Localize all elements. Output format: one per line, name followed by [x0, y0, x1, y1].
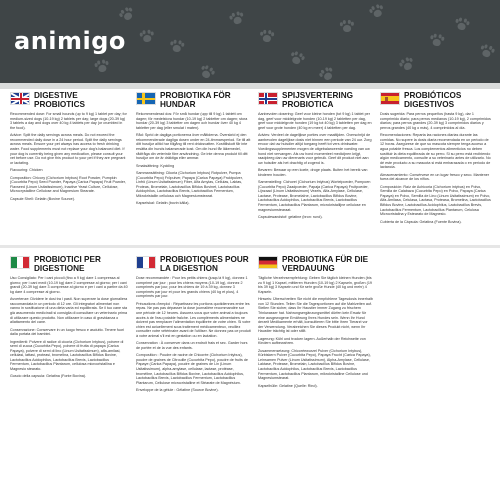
section-paragraph: Flavouring: Chicken [10, 168, 43, 173]
section-de [258, 255, 373, 391]
section-paragraph: Advies: Verdeel de dagelijkse porties over maaltijden. Overschrijd de aanbevolen dagelijkse dosis niet binnen een periode van 24 uur. Zorg ervoor dat uw huisdier altijd toegang heeft tot vers drinkwater. Voedingssupplementen mogen de uitgebalanceerde voeding van uw hond niet vervangen. Als uw hond momenteel medicijnen krijgt, raadpleeg dan uw dierenarts voor gebruik. Geef dit product niet aan uw huisdier als het drachtig of zogend is. [258, 133, 372, 165]
section-paragraph: Recommended dose: For small hounds (up to 9 kg) 1 tablet per day; for medium-sized dogs (10-19 kg) 2 tablets per day; large dogs (20-39 kg) 3 tablets a day and dogs over 40 kg 4 tablets per day (or crumbled in the food). [10, 112, 127, 130]
section-paragraph: Composition : Poudre de racine de Chicorée (Cichorium Intybus), poudre de graines de Citrouille (Cucurbita Pepo), poudre de fruits de Papaye (Carica Papaya), poudre de graines de Lin (Linum Usitatissimum), alpha-amylase, cellulase, lactase, protéase, broméline, Lactobacillus Bifidus Bovine, Lactobacillus Acidophilus, Lactobacillus Brevis, Lactobacillus Fermentum, Lactobacillus Plantarum, Cellulose microcristalline et Stéarate de Magnésium. [136, 353, 248, 385]
section-paragraph: Tägliche Verzehrsempfehlung: Geben Sie täglich kleinen Hunden (bis zu 9 kg) 1 Kapsel, mittleren Hunden (10-19 kg) 2 Kapseln, großen (19 bis 39 kg) 3 Kapseln und für sehr große Hunde (40 kg und mehr) 4 Kapseln. [258, 276, 372, 294]
section-paragraph: Hinweis: Überschreiten Sie nicht die empfohlene Tagesdosis innerhalb von 12 Stunden. Teilen Sie die Tagesportionen auf die Mahlzeiten auf. Stellen Sie sicher, dass Ihr Haustier immer Zugang zu frischem Trinkwasser hat. Nahrungsergänzungsmittel dürfen kein Ersatz für eine ausgewogene Ernährung Ihres Hundes sein. Wenn Ihr Hund derzeit Medikamente erhält, konsultieren Sie bitte Ihren Tierarzt vor der Verwendung. Verabreichen Sie dieses Produkt nicht, wenn Ihr Haustier trächtig ist oder stillt. [258, 297, 373, 334]
paw-print-icon [368, 3, 386, 20]
italy-flag-icon [10, 256, 30, 269]
section-paragraph: Almacenamiento: Consérvese en un lugar fresco y seco. Mantener fuera del alcance de los niños. [380, 172, 490, 182]
germany-flag-icon [258, 256, 278, 269]
section-title: PROBIOTIKA FÜR DIE VERDAUUNG [282, 255, 369, 273]
section-title: SPIJSVERTERING PROBIOTICA [282, 91, 353, 109]
section-body [136, 276, 251, 393]
section-paragraph: Kapselhülle: Gelatine (Quelle: Rind). [258, 383, 318, 388]
paw-print-icon [198, 64, 216, 82]
section-paragraph: Guscio della capsula: Gelatina (Fonte Bovina). [10, 374, 87, 379]
section-header [258, 91, 373, 109]
paw-print-icon [228, 10, 245, 26]
section-it [10, 255, 128, 382]
uk-flag-icon [10, 92, 30, 105]
section-paragraph: Capsulewandstof: gelatine (bron: rund). [258, 215, 323, 220]
section-body [136, 112, 251, 206]
paw-print-icon [318, 65, 337, 83]
section-paragraph: Rekommenderad dos: För små hundar (upp till 9 kg) 1 tablett om dagen; för medelstora hundar (10-19 kg) 2 tabletter om dagen; stora hundar (20-39 kg) 3 tabletter om dagen och hundar över 40 kg 4 tabletter per dag (eller smulat i maten). [136, 112, 248, 130]
section-body [380, 112, 493, 224]
section-body [10, 276, 128, 379]
paw-print-icon [260, 30, 275, 44]
section-paragraph: Råd: Sprid de dagliga portionerna över måltiderna. Överskrid ej den rekommenderade dagliga dosen under en 24-timmarsperiod. Se till att ditt husdjur alltid har tillgång till rent dricksvatten. Kosttillskott får inte ersätta din hunds balanserade kost. Om din hund får läkemedel, rådfråga din veterinär före användning. Ge inte denna produkt till ditt husdjur om de är dräktiga eller ammar. [136, 133, 251, 161]
section-paragraph: Dosis sugerida: Para perros pequeños (hasta 9 kg), dar 1 comprimido diario; para perros medianos (10-19 kg), 2 comprimidos diarios; para perros grandes (20-39 kg) 3 comprimidos diarios y perros grandes (40 kg o más), 4 comprimidos al día. [380, 112, 491, 130]
section-paragraph: Composición: Raíz de Achicoria (Cichorium intybus) en Polvo, Semilla de Calabaza (Cucurbita Pepo) en Polvo, Papaya (Carica Papaya) en Polvo, Semilla de Lino (Linum Usitatissimum) en Polvo, Alfa-Amilasa, Celulasa, Lactasa, Proteasa, Bromelina, Lactobacillus Bifidus Bovine, Lactobacillus Acidophilus, Lactobacillus Brevis, Lactobacillus Fermentum, Lactobacillus Plantarum, Celulosa Microcristalina y Estearato de Magnesio. [380, 184, 491, 217]
paw-print-icon [169, 39, 184, 54]
section-paragraph: Avvertenze: Dividere le dosi tra i pasti. Non superare la dose giornaliera raccomandata in un periodo di 12 ore. Gli integratori alimentari non vanno in sostituzione di una dieta varia ed equilibrata. Se il tuo cane sta già assumendo medicinali si consiglia di consultare un veterinario prima di utilizzare questo prodotto. Non utilizzare in caso di gravidanza o allattamento del cane. [10, 297, 128, 325]
section-header [258, 255, 373, 273]
section-paragraph: Kapselskal: Gelatin (bovin källa). [136, 201, 190, 206]
section-paragraph: Sammansättning: Cikoria (Cichorium Intybus) Rotpulver, Pumpa (Cucurbita Pepo) Fröpulver, Papaya (Carica Papaya) Fruktpulver, Linfrö (Linum Usitatissimum) Fiber, Alfa Amylas, Cellulas, Laktas, Proteas, Bromelain, Lactobacillus Bifidus Bovinet, Lactobacillus Acidophilus, Lactobacillus Brevis, Lactobacillus Fermentum, Mikrokristallin cellulosa och Magnesiumstearat. [136, 170, 243, 198]
section-header [136, 91, 251, 109]
sweden-flag-icon [136, 92, 156, 105]
row-divider [0, 245, 500, 248]
section-title: PROBIOTICI PER DIGESTIONE [34, 255, 101, 273]
section-header [10, 255, 128, 273]
section-header [10, 91, 128, 109]
section-fr [136, 255, 251, 396]
france-flag-icon [136, 256, 156, 269]
section-en [10, 91, 128, 204]
section-paragraph: Advice: Split the daily servings across meals. Do not exceed the recommended daily dose in a 24 hour period. Split the daily servings across meals. Ensure your pet always has access to fresh drinking water. Food supplements must not replace your dog's balanced diet. If your dog is currently being given any medication, please consult your vet before use. Do not give this product to your pet if they are pregnant or lactating. [10, 133, 126, 165]
brand-logo-text: animigo [14, 27, 126, 55]
section-paragraph: Recomendaciones: Reparta las raciones diarias durante las comidas. No supere la dosis diaria recomendada en un periodo de 12 horas. Asegúrese de que su mascota siempre tenga acceso a agua potable fresca. Los complementos alimenticios no deben sustituir la dieta equilibrada de su perro. Si su perro está recibiendo algún medicamento, consulte a su veterinario antes de utilizarlo. No dé este producto a su mascota si está embarazada o en periodo de lactancia. [380, 133, 491, 170]
section-paragraph: Ingredienti: Polvere di radice di cicoria (Cichorium Intybus), polvere di semi di zucca (Cucurbita Pepo), polvere di frutta di papaya (Carica Papaya), polvere di semi di lino (Linum Usitatissimum), alfa-amilasi, cellulasi, lattasi, proteasi, bromelina, Lactobacillus Bifidus Bovine, Lactobacillus Acidophilus, Lactobacillus Brevis, Lactobacillus Fermentum, Lactobacillus Plantarum, cellulosa microcristallina e Magnesio stearato. [10, 339, 124, 372]
section-paragraph: Cubierta de la Cápsula: Gelatina (Fuente Bovina). [380, 219, 462, 224]
header-shadow [0, 83, 500, 89]
paw-print-icon [288, 50, 306, 67]
section-paragraph: Lagerung: Kühl und trocken lagern. Außerhalb der Reichweite von Kindern aufbewahren. [258, 336, 366, 346]
section-paragraph: Conservation : À conserver dans un endroit frais et sec. Garder hors de portée et de la vue des enfants. [136, 341, 248, 350]
paw-print-icon [94, 59, 110, 74]
paw-print-icon [118, 5, 137, 23]
section-body [10, 112, 128, 201]
paw-print-icon [139, 29, 154, 43]
brand-logo [14, 27, 126, 55]
section-title: DIGESTIVE PROBIOTICS [34, 91, 85, 109]
section-title: PROBIÓTICOS DIGESTIVOS [404, 91, 462, 109]
section-paragraph: Uso Consigliato: Per i cani piccoli (fino a 9 kg) dare 1 compressa al giorno; per i cani medi (10-19 kg) dare 2 compresse al giorno; per i cani grandi (20-39 kg) dare 3 compresse al giorno e per i cani a partire da 40 kg dare 4 compresse al giorno. [10, 276, 128, 294]
section-body [258, 112, 373, 220]
section-paragraph: Conservazione: Conservare in un luogo fresco e asciutto. Tenere fuori dalla portata dei bambini. [10, 327, 125, 337]
section-header [136, 255, 251, 273]
norway-flag-icon [258, 92, 278, 105]
section-no [258, 91, 373, 222]
section-paragraph: Samenstelling: Cichorei (Cichorium Intybus) Wortelpoeder, Pompoen (Cucurbita Pepo) Zaadpoeder, Papaja (Carica Papaya) Fruitpoeder, Lijnzaad (Linum Usitatissimum) Vezels, Alfa-Amylase, Cellulase, Lactase, Protease, Bromelaïne, Lactobacillus Bifidus Bovine, Lactobacillus Acidophilus, Lactobacillus Brevis, Lactobacillus Fermentum, Lactobacillus Plantarum, microkristallijne cellulose en magnesiumstearaat. [258, 180, 371, 212]
paw-print-icon [340, 20, 354, 33]
paw-print-icon [398, 56, 416, 74]
section-header [380, 91, 493, 109]
paw-print-icon [478, 43, 495, 60]
section-paragraph: Enveloppe de la gélule : Gélatine (Source Bovine). [136, 388, 219, 393]
paw-print-icon [454, 17, 470, 33]
section-title: PROBIOTIKA FÖR HUNDAR [160, 91, 231, 109]
section-paragraph: Zusammensetzung: Chicoréewurzel Pulver (Cichorium Intybus), Kürbiskern Pulver (Cucurbita Pepo), Papaya Frucht (Carica Papaya), Leinsamen Pulver (Linum Usitatissimum), Alpha-Amylase, Cellulase, Laktase, Protease, Bromelain, Lactobacillus Bifidus Bovine, Lactobacillus Acidophilus, Lactobacillus Brevis, Lactobacillus Fermentum, Lactobacillus Plantarum, mikrokristalline Cellulose und Magnesiumstearat. [258, 348, 371, 381]
section-paragraph: Smaksättning: Kyckling [136, 163, 175, 168]
paw-print-icon [429, 33, 445, 48]
section-paragraph: Aanbevolen dosering: Geef voor kleine honden (tot 9 kg) 1 tablet per dag, geef voor middelgrote honden (10-19 kg) 2 tabletten per dag, geef voor middelgrote honden (19 kg tot 40 kg) 3 tabletten per dag en geef voor grote honden (40 kg en meer) 4 tabletten per dag. [258, 112, 372, 130]
section-es [380, 91, 493, 227]
section-sv [136, 91, 251, 209]
section-paragraph: Composition: Chicory (Cichorium Intybus) Root Powder, Pumpkin (Cucurbita Pepo) Seed Powder, Papaya (Carica Papaya) Fruit Powder, Flaxseed (Linum Usitatissimum), Inactive Yeast Culture, Cellulose, Microcrystalline Cellulose and Magnesium Stearate. [10, 175, 126, 194]
section-body [258, 276, 373, 388]
section-paragraph: Capsule Shell: Gelatin (Bovine Source). [10, 196, 75, 201]
brand-header [0, 0, 500, 83]
section-paragraph: Précautions d'emploi : Répartissez les portions quotidiennes entre les repas. Ne pas pas dépasser la dose journalière recommandée sur une période de 12 heures. Assurez-vous que votre animal a toujours accès à de l'eau potable fraîche. Les compléments alimentaires ne doivent pas remplacer l'alimentation équilibrée de votre chien. Si votre chien est actuellement sous traitement médicamenteux, veuillez consulter votre vétérinaire avant de l'utiliser. Ne donnez pas ce produit à votre animal s'il est en gestation ou en lactation. [136, 301, 251, 338]
spain-flag-icon [380, 92, 400, 105]
section-paragraph: Bevaren: Bewaar op een koele, droge plaats. Buiten het bereik van kinderen houden. [258, 168, 368, 177]
section-title: PROBIOTIQUES POUR LA DIGESTION [160, 255, 249, 273]
section-paragraph: Dose recommandée : Pour les petits chiens (jusqu'à 9 kg), donnez 1 comprimé par jour ; pour les chiens moyens (10-19 kg), donnez 2 comprimés par jour, pour les chiens de 19 à 39 kg, donnez 3 comprimés par jour et pour les grands chiens (40 kg et plus), 4 comprimés par jour. [136, 276, 248, 299]
